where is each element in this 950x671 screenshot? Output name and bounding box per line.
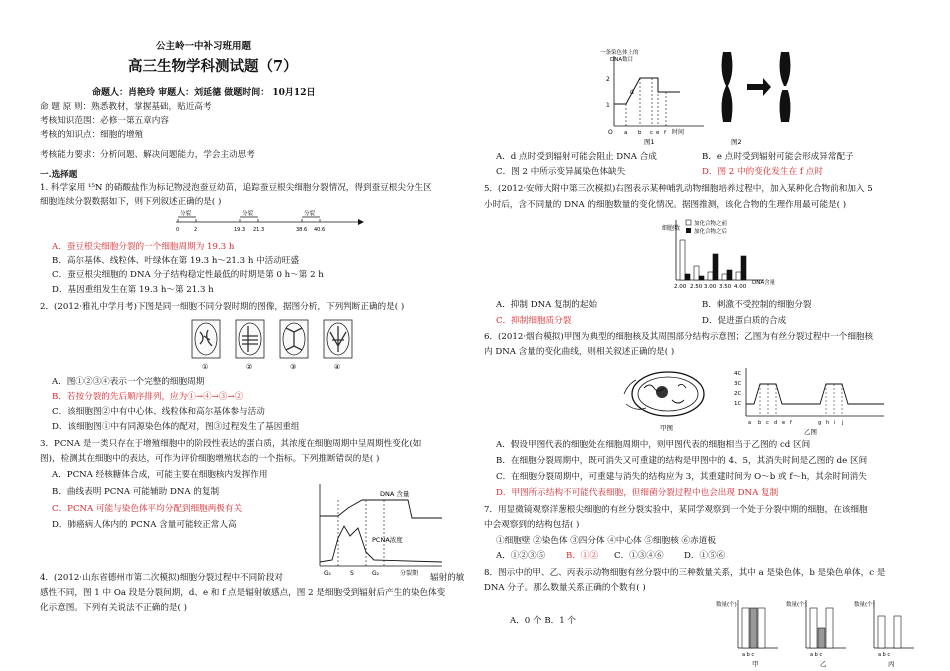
q3-dna-label: DNA 含量 <box>380 490 410 498</box>
timeline-tick-40-6: 40.6 <box>314 227 326 233</box>
q8-ticks-3: a b c <box>878 652 891 658</box>
q1-stem-1: 1. 科学家用 ¹⁵N 的硝酸盐作为标记物浸泡蚕豆幼苗，追踪蚕豆根尖细胞分裂情况，得到蚕豆根尖分生区 <box>40 183 432 193</box>
timeline-tick-0: 0 <box>176 227 180 233</box>
q4-option-d[interactable]: D．图 2 中的变化发生在 f 点时 <box>702 167 823 177</box>
q7-option-c[interactable]: C．①③④⑥ <box>614 551 664 561</box>
meta-ability: 考核能力要求：分析问题、解决问题能力，学会主动思考 <box>40 150 255 160</box>
q6-caption-yi: 乙图 <box>804 428 817 436</box>
q6-xtick-h: h <box>826 420 830 426</box>
q4-figure-2 <box>707 48 817 146</box>
meta-scope: 考核知识范围：必修一第五章内容 <box>40 116 169 126</box>
fig1-xtick-f: f <box>664 130 666 136</box>
q8-stem-2: DNA 分子。那么数量关系正确的个数有( ) <box>484 583 646 593</box>
q2-option-c[interactable]: C．该细胞图②中有中心体、线粒体和高尔基体参与活动 <box>52 407 265 417</box>
q7-option-d[interactable]: D．①⑤⑥ <box>684 551 726 561</box>
q6-option-d[interactable]: D．甲图所示结构不可能代表细胞，但细菌分裂过程中也会出现 DNA 复制 <box>496 488 779 498</box>
fig1-ytick-2: 2 <box>606 76 610 83</box>
q1-timeline <box>168 208 368 236</box>
q8-options[interactable]: A．0 个 B．1 个 <box>510 616 577 626</box>
q6-ytick-4c: 4C <box>734 371 742 377</box>
q2-cell-images <box>188 318 368 372</box>
q5-legend-before: 加化合物之前 <box>694 221 728 227</box>
q5-ylabel: 细胞数 <box>662 225 681 232</box>
q5-option-c[interactable]: C．抑制细胞质分裂 <box>496 316 572 326</box>
q3-stem-2: 图)，检测其在细胞中的表达，可作为评价细胞增殖状态的一个指标。下列推断错误的是( ) <box>40 454 380 464</box>
q3-axis-g1: G₁ <box>324 570 332 577</box>
q1-option-d[interactable]: D．基因重组发生在第 19.3 h～第 21.3 h <box>52 285 214 295</box>
q8-cat-bing: 丙 <box>888 660 895 668</box>
q5-option-a[interactable]: A．抑制 DNA 复制的起始 <box>496 300 598 310</box>
q5-xtick-2-50: 2.50 <box>690 284 703 290</box>
q7-stem-1: 7．用显微镜观察洋葱根尖细胞的有丝分裂实验中，某同学观察到一个处于分裂中期的细胞，在该细胞 <box>484 505 868 515</box>
q2-label-3: ③ <box>290 363 297 371</box>
fig1-ylabel-1: 一条染色体上的 <box>600 50 639 56</box>
q4-stem-3: 化示意图。下列有关说法不正确的是( ) <box>40 603 187 613</box>
q4-figure-1 <box>600 48 710 146</box>
q6-caption-jia: 甲图 <box>660 424 673 432</box>
q2-option-a[interactable]: A．图①②③④表示一个完整的细胞周期 <box>52 377 205 387</box>
fig2-caption: 图2 <box>731 138 742 146</box>
q6-xtick-c: c <box>766 420 769 426</box>
q6-xtick-i: i <box>834 420 836 426</box>
fig1-xtick-a: a <box>624 130 628 136</box>
q5-legend-after: 加化合物之后 <box>694 229 728 235</box>
q6-option-a[interactable]: A．假设甲图代表的细胞处在细胞周期中，则甲图代表的细胞相当于乙图的 cd 区间 <box>496 440 811 450</box>
q6-figure-jia <box>622 364 722 436</box>
q6-stem-2: 内 DNA 含量的变化曲线，则相关叙述正确的是( ) <box>484 347 675 357</box>
q2-option-d[interactable]: D．该细胞图①中有同源染色体的配对，图③过程发生了基因重组 <box>52 422 300 432</box>
q8-ticks-2: a b c <box>810 652 823 658</box>
timeline-tick-19-3: 19.3 <box>234 227 246 233</box>
fig1-ylabel-2: DNA数目 <box>610 57 634 63</box>
q3-pcna-chart <box>308 478 448 578</box>
fig1-xtick-c: c <box>650 130 654 136</box>
fig1-xtick-e: e <box>656 130 660 136</box>
q3-option-c[interactable]: C．PCNA 可能与染色体平均分配到细胞两极有关 <box>52 504 243 514</box>
school-header: 公主岭一中补习班用题 <box>156 41 252 52</box>
meta-point: 考核的知识点：细胞的增殖 <box>40 130 144 140</box>
q6-xtick-g: g <box>818 420 822 426</box>
q4-option-c[interactable]: C．图 2 中所示变异属染色体缺失 <box>496 167 626 177</box>
q5-xtick-3-50: 3.50 <box>719 284 732 290</box>
fig1-origin: O <box>608 129 613 136</box>
q6-ytick-1c: 1C <box>734 401 742 407</box>
q7-items: ①细胞壁 ②染色体 ③四分体 ④中心体 ⑤细胞核 ⑥赤道板 <box>496 536 716 546</box>
q4-stem-1b: 辐射的敏 <box>430 573 465 583</box>
q1-option-a[interactable]: A．蚕豆根尖细胞分裂的一个细胞周期为 19.3 h <box>52 242 235 252</box>
q8-cat-yi: 乙 <box>820 660 827 668</box>
q8-ylabel-3: 数量(个) <box>854 602 875 608</box>
page-title: 高三生物学科测试题（7） <box>128 58 298 75</box>
q3-option-b[interactable]: B．曲线表明 PCNA 可能辅助 DNA 的复制 <box>52 487 220 497</box>
q6-option-b[interactable]: B．在细胞分裂周期中，既可消失又可重建的结构是甲图中的 4、5，其消失时间是乙图的 de 区间 <box>496 456 868 466</box>
q5-bar-chart <box>660 214 780 296</box>
q4-stem-1: 4．(2012·山东省德州市第二次模拟)细胞分裂过程中不同阶段对 <box>40 573 284 583</box>
q3-option-d[interactable]: D．肺癌病人体内的 PCNA 含量可能较正常人高 <box>52 520 237 530</box>
q6-stem-1: 6．(2012·烟台模拟)甲图为典型的细胞核及其周围部分结构示意图；乙图为有丝分裂过程中一个细胞核 <box>484 332 874 342</box>
q2-label-1: ① <box>202 363 209 371</box>
q6-xtick-a: a <box>748 420 752 426</box>
timeline-label-3: 分裂 <box>304 211 316 217</box>
q7-option-a[interactable]: A．①②③⑤ <box>496 551 546 561</box>
q5-xtick-2-00: 2.00 <box>674 284 687 290</box>
q6-ytick-2c: 2C <box>734 391 742 397</box>
q4-option-a[interactable]: A．d 点时受到辐射可能会阻止 DNA 合成 <box>496 152 657 162</box>
fig1-ytick-1: 1 <box>606 102 610 109</box>
q6-xtick-d: d <box>774 420 778 426</box>
timeline-label-1: 分裂 <box>180 211 192 217</box>
timeline-tick-21-3: 21.3 <box>253 227 265 233</box>
q8-cat-jia: 甲 <box>752 660 759 668</box>
q2-label-2: ② <box>246 363 253 371</box>
q6-xtick-b: b <box>758 420 762 426</box>
q6-xtick-j: j <box>842 420 844 426</box>
q8-ylabel-1: 数量(个) <box>716 602 737 608</box>
q6-xtick-e: e <box>782 420 786 426</box>
meta-principle: 命 题 原 则：熟悉教材，掌握基础，贴近高考 <box>40 102 212 112</box>
q8-stem-1: 8．图示中的甲、乙、丙表示动物细胞有丝分裂中的三种数量关系，其中 a 是染色体，b 是染色单体，c 是 <box>484 568 886 578</box>
q2-label-4: ④ <box>334 363 341 371</box>
section-heading: 一.选择题 <box>40 170 78 180</box>
q4-option-b[interactable]: B．e 点时受到辐射可能会形成异常配子 <box>702 152 854 162</box>
q3-axis-s: S <box>350 570 354 577</box>
q5-option-b[interactable]: B．刺激不受控制的细胞分裂 <box>702 300 812 310</box>
q1-stem-2: 细胞连续分裂数据如下，则下列叙述正确的是( ) <box>40 197 222 207</box>
q1-option-b[interactable]: B．高尔基体、线粒体、叶绿体在第 19.3 h～21.3 h 中活动旺盛 <box>52 256 300 266</box>
fig1-point-d: d <box>630 89 634 96</box>
q3-pcna-label: PCNA浓度 <box>372 536 403 544</box>
q7-option-b[interactable]: B．①② <box>566 551 599 561</box>
fig1-xlabel: 时间 <box>672 129 685 136</box>
q8-ticks-1: a b c <box>742 652 755 658</box>
q3-stem-1: 3．PCNA 是一类只存在于增殖细胞中的阶段性表达的蛋白质，其浓度在细胞周期中呈周期性变化(如 <box>40 439 422 449</box>
q3-axis-g2: G₂ <box>372 570 380 577</box>
q6-option-c[interactable]: C．在细胞分裂周期中，可重建与消失的结构应为 3，其重建时间为 O～b 或 f～h，其余时间消失 <box>496 472 867 482</box>
q2-option-b[interactable]: B．若按分裂的先后顺序排列，应为①→④→③→② <box>52 392 244 402</box>
q3-axis-mitosis: 分裂期 <box>400 570 419 577</box>
q6-xtick-f: f <box>790 420 792 426</box>
fig1-xtick-b: b <box>638 130 642 136</box>
timeline-tick-38-6: 38.6 <box>296 227 308 233</box>
q4-stem-2: 感性不同，图 1 中 Oa 段是分裂间期，d、e 和 f 点是辐射敏感点，图 2 是细胞受到辐射后产生的染色体变 <box>40 588 446 598</box>
fig1-caption: 图1 <box>644 138 655 146</box>
q1-option-c[interactable]: C．蚕豆根尖细胞的 DNA 分子结构稳定性最低的时期是第 0 h～第 2 h <box>52 270 324 280</box>
timeline-tick-2: 2 <box>194 227 198 233</box>
q5-stem-2: 小时后，含不同量的 DNA 的细胞数量的变化情况。据图推测，该化合物的生理作用最可能是( ) <box>484 200 847 210</box>
timeline-label-2: 分裂 <box>242 211 254 217</box>
q5-xtick-3-00: 3.00 <box>704 284 717 290</box>
q2-stem: 2．(2012·雅礼中学月考)下图是同一细胞不同分裂时期的图像，据图分析，下列判断正确的是( ) <box>40 302 405 312</box>
authors-line: 命题人：肖艳玲 审题人：刘延德 做题时间： 10月12日 <box>92 88 316 98</box>
q6-ytick-3c: 3C <box>734 381 742 387</box>
q5-xtick-4-00: 4.00 <box>734 284 747 290</box>
q8-bar-charts <box>712 596 922 670</box>
q5-stem-1: 5．(2012·安师大附中第三次模拟)右图表示某种哺乳动物细胞培养过程中，加入某种化合物前和加入 5 <box>484 184 873 194</box>
q3-option-a[interactable]: A．PCNA 经核糖体合成，可能主要在细胞核内发挥作用 <box>52 470 268 480</box>
q8-ylabel-2: 数量(个) <box>786 602 807 608</box>
q6-figure-yi <box>730 364 890 436</box>
q5-xlabel: DNA含量 <box>752 280 776 286</box>
q7-stem-2: 中会观察到的结构包括( ) <box>484 520 580 530</box>
q5-option-d[interactable]: D．促进蛋白质的合成 <box>702 316 787 326</box>
